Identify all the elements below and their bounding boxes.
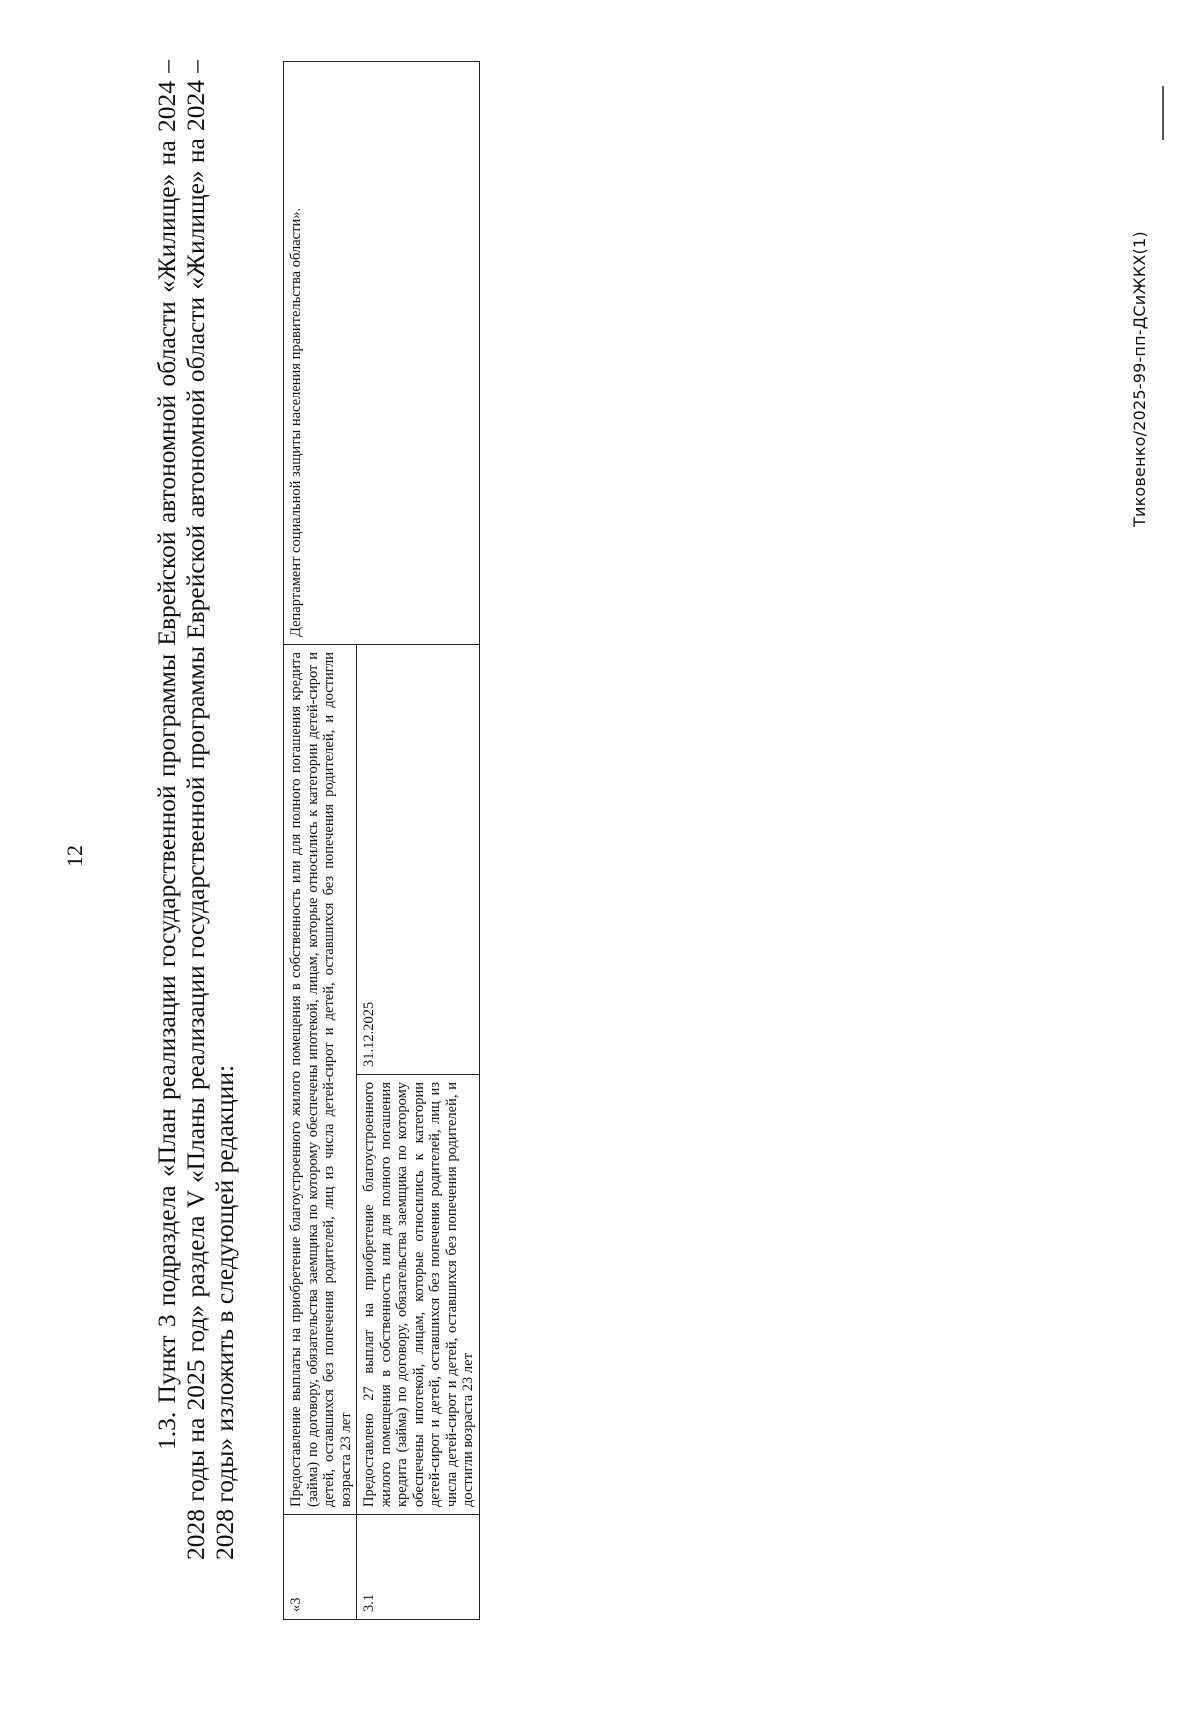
deadline-date: 31.12.2025	[357, 645, 480, 1075]
row-description: Предоставлено 27 выплат на приобретение благоустроенного жилого помещения в собственность или для полного погашения кредита (займа) по договору, обязательства заемщика по которому обеспечены ипотекой, лицам, которые относились к категории детей-сирот и детей, оставшихся без попечения родителей, лиц из числа детей-сирот и детей, оставшихся без попечения родителей, и достигли возраста 23 лет	[357, 1075, 480, 1515]
row-description: Предоставление выплаты на приобретение благоустроенного жилого помещения в собственность или для полного погашения кредита (займа) по договору, обязательства заемщика по которому обеспечены ипотекой, лицам, которые относились к категории детей-сирот и детей, оставшихся без попечения родителей, лиц из числа детей-сирот и детей, оставшихся без попечения родителей, и достигли возраста 23 лет	[284, 645, 357, 1515]
row-number: 3.1	[357, 1515, 480, 1620]
amendment-heading: 1.3. Пункт 3 подраздела «План реализации государственной программы Еврейской автономной области «Жилище» на 2024 – 2028 годы на 2025 год» раздела V «Планы реализации государственной программы Еврейской автономной области «Жилище» на 2024 – 2028 годы» изложить в следующей редакции:	[152, 60, 239, 1560]
row-number: «3	[284, 1515, 357, 1620]
scan-edge-mark	[1162, 86, 1164, 140]
responsible-executor: Департамент социальной защиты населения правительства области».	[284, 62, 480, 645]
document-code: Тиковенко/2025-99-пп-ДСиЖКХ(1)	[1130, 231, 1149, 527]
page-number: 12	[62, 845, 87, 867]
implementation-plan-table	[283, 61, 480, 1620]
table-row-main	[284, 62, 357, 1620]
